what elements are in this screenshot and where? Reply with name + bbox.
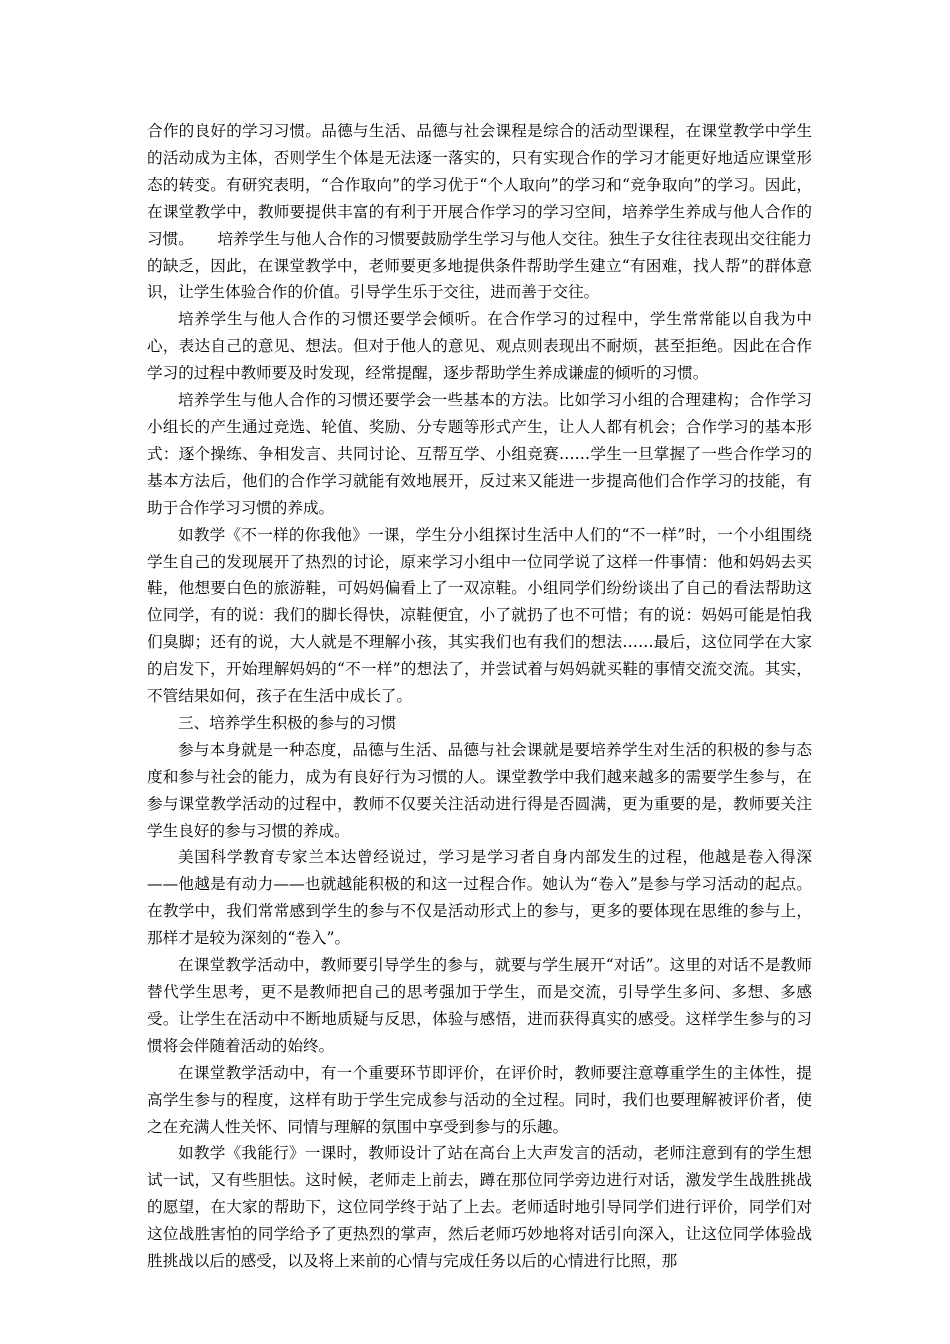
section-heading: 三、培养学生积极的参与的习惯 xyxy=(178,713,397,732)
paragraph-1: 合作的良好的学习习惯。品德与生活、品德与社会课程是综合的活动型课程，在课堂教学中学生的活动成为主体，否则学生个体是无法逐一落实的，只有实现合作的学习才能更好地适应课堂形态的转变。有研究表明，“合作取向”的学习优于“个人取向”的学习和“竞争取向”的学习。因此，在课堂教学中，教师要提供丰富的有利于开展合作学习的学习空间，培养学生养成与他人合作的习惯。 培养学生与他人合作的习惯要鼓励学生学习与他人交往。独生子女往往表现出交往能力的缺乏，因此，在课堂教学中，老师要更多地提供条件帮助学生建立“有困难，找人帮”的群体意识，让学生体验合作的价值。引导学生乐于交往，进而善于交往。 xyxy=(147,122,812,302)
paragraph-6: 美国科学教育专家兰本达曾经说过，学习是学习者自身内部发生的过程，他越是卷入得深——他越是有动力——也就越能积极的和这一过程合作。她认为“卷入”是参与学习活动的起点。在教学中，我们常常感到学生的参与不仅是活动形式上的参与，更多的要体现在思维的参与上，那样才是较为深刻的“卷入”。 xyxy=(147,848,812,948)
paragraph-3: 培养学生与他人合作的习惯还要学会一些基本的方法。比如学习小组的合理建构；合作学习小组长的产生通过竞选、轮值、奖励、分专题等形式产生，让人人都有机会；合作学习的基本形式：逐个操练、争相发言、共同讨论、互帮互学、小组竞赛……学生一旦掌握了一些合作学习的基本方法后，他们的合作学习就能有效地展开，反过来又能进一步提高他们合作学习的技能，有助于合作学习习惯的养成。 xyxy=(147,391,812,517)
paragraph-4: 如教学《不一样的你我他》一课，学生分小组探讨生活中人们的“不一样”时，一个小组围绕学生自己的发现展开了热烈的讨论，原来学习小组中一位同学说了这样一件事情：他和妈妈去买鞋，他想要白色的旅游鞋，可妈妈偏看上了一双凉鞋。小组同学们纷纷谈出了自己的看法帮助这位同学，有的说：我们的脚长得快，凉鞋便宜，小了就扔了也不可惜；有的说：妈妈可能是怕我们臭脚；还有的说，大人就是不理解小孩，其实我们也有我们的想法……最后，这位同学在大家的启发下，开始理解妈妈的“不一样”的想法了，并尝试着与妈妈就买鞋的事情交流交流。其实，不管结果如何，孩子在生活中成长了。 xyxy=(147,525,812,706)
paragraph-2: 培养学生与他人合作的习惯还要学会倾听。在合作学习的过程中，学生常常能以自我为中心，表达自己的意见、想法。但对于他人的意见、观点则表现出不耐烦，甚至拒绝。因此在合作学习的过程中教师要及时发现，经常提醒，逐步帮助学生养成谦虚的倾听的习惯。 xyxy=(147,310,812,383)
paragraph-7: 在课堂教学活动中，教师要引导学生的参与，就要与学生展开“对话”。这里的对话不是教师替代学生思考，更不是教师把自己的思考强加于学生，而是交流，引导学生多问、多想、多感受。让学生在活动中不断地质疑与反思，体验与感悟，进而获得真实的感受。这样学生参与的习惯将会伴随着活动的始终。 xyxy=(147,956,812,1055)
paragraph-8: 在课堂教学活动中，有一个重要环节即评价，在评价时，教师要注意尊重学生的主体性，提高学生参与的程度，这样有助于学生完成参与活动的全过程。同时，我们也要理解被评价者，使之在充满人性关怀、同情与理解的氛围中享受到参与的乐趣。 xyxy=(147,1063,812,1136)
paragraph-9: 如教学《我能行》一课时，教师设计了站在高台上大声发言的活动，老师注意到有的学生想试一试，又有些胆怯。这时候，老师走上前去，蹲在那位同学旁边进行对话，激发学生战胜挑战的愿望，在大家的帮助下，这位同学终于站了上去。老师适时地引导同学们进行评价，同学们对这位战胜害怕的同学给予了更热烈的掌声，然后老师巧妙地将对话引向深入，让这位同学体验战胜挑战以后的感受，以及将上来前的心情与完成任务以后的心情进行比照，那 xyxy=(147,1144,812,1271)
paragraph-5: 参与本身就是一种态度，品德与生活、品德与社会课就是要培养学生对生活的积极的参与态度和参与社会的能力，成为有良好行为习惯的人。课堂教学中我们越来越多的需要学生参与，在参与课堂教学活动的过程中，教师不仅要关注活动进行得是否圆满，更为重要的是，教师要关注学生良好的参与习惯的养成。 xyxy=(147,740,812,840)
document-body xyxy=(147,118,812,1275)
